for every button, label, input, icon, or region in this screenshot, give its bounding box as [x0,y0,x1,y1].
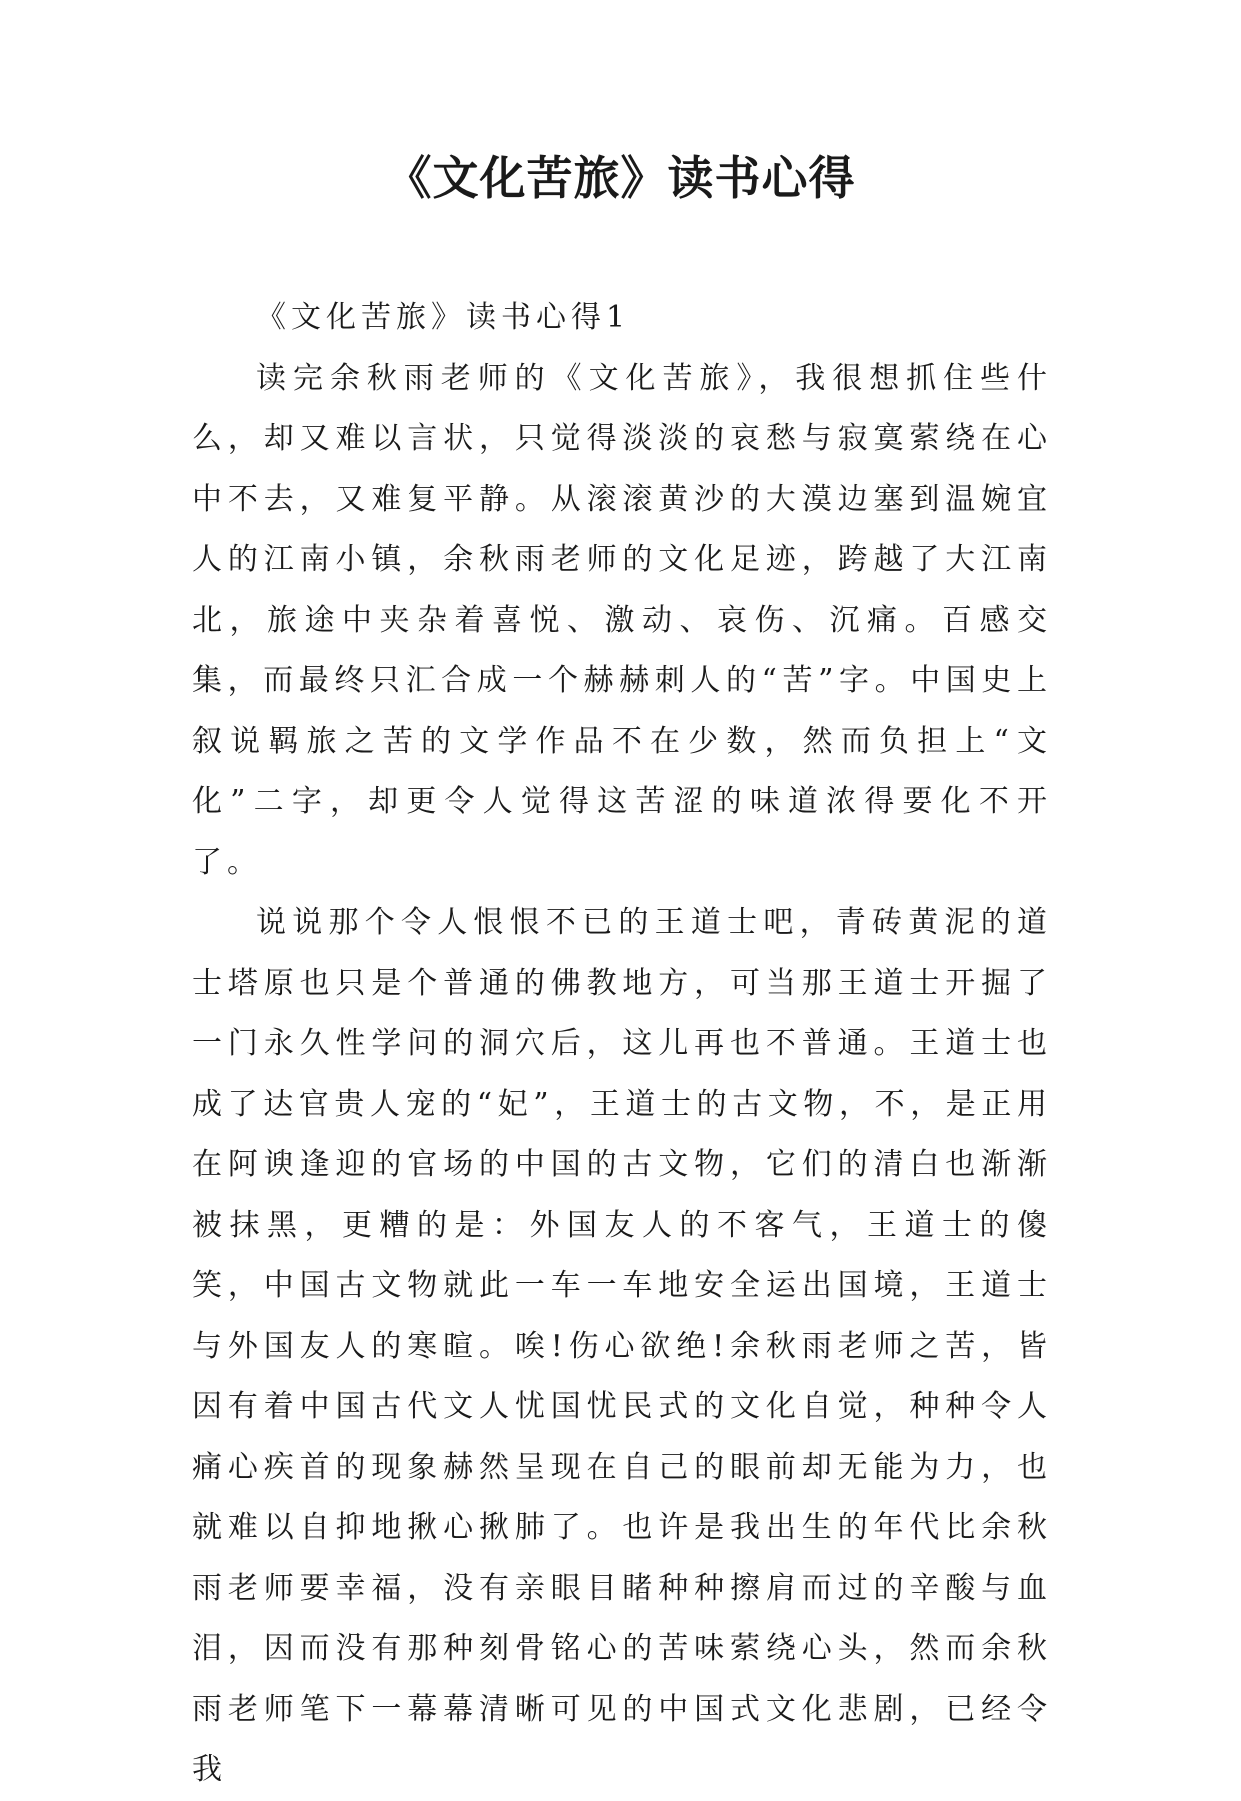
section-heading: 《文化苦旅》读书心得1 [256,300,631,335]
document-body [192,288,1052,1801]
paragraph-1: 读完余秋雨老师的《文化苦旅》，我很想抓住些什么，却又难以言状，只觉得淡淡的哀愁与寂寞萦绕在心中不去，又难复平静。从滚滚黄沙的大漠边塞到温婉宜人的江南小镇，余秋雨老师的文化足迹，跨越了大江南北，旅途中夹杂着喜悦、激动、哀伤、沉痛。百感交集，而最终只汇合成一个赫赫刺人的“苦”字。中国史上叙说羁旅之苦的文学作品不在少数，然而负担上“文化”二字，却更令人觉得这苦涩的味道浓得要化不开了。 [192,360,1052,880]
paragraph-2: 说说那个令人恨恨不已的王道士吧，青砖黄泥的道士塔原也只是个普通的佛教地方，可当那王道士开掘了一门永久性学问的洞穴后，这儿再也不普通。王道士也成了达官贵人宠的“妃”，王道士的古文物，不，是正用在阿谀逢迎的官场的中国的古文物，它们的清白也渐渐被抹黑，更糟的是：外国友人的不客气，王道士的傻笑，中国古文物就此一车一车地安全运出国境，王道士与外国友人的寒暄。唉!伤心欲绝!余秋雨老师之苦，皆因有着中国古代文人忧国忧民式的文化自觉，种种令人痛心疾首的现象赫然呈现在自己的眼前却无能为力，也就难以自抑地揪心揪肺了。也许是我出生的年代比余秋雨老师要幸福，没有亲眼目睹种种擦肩而过的辛酸与血泪，因而没有那种刻骨铭心的苦味萦绕心头，然而余秋雨老师笔下一幕幕清晰可见的中国式文化悲剧，已经令我 [192,905,1052,1787]
document-title: 《文化苦旅》读书心得 [385,151,856,205]
